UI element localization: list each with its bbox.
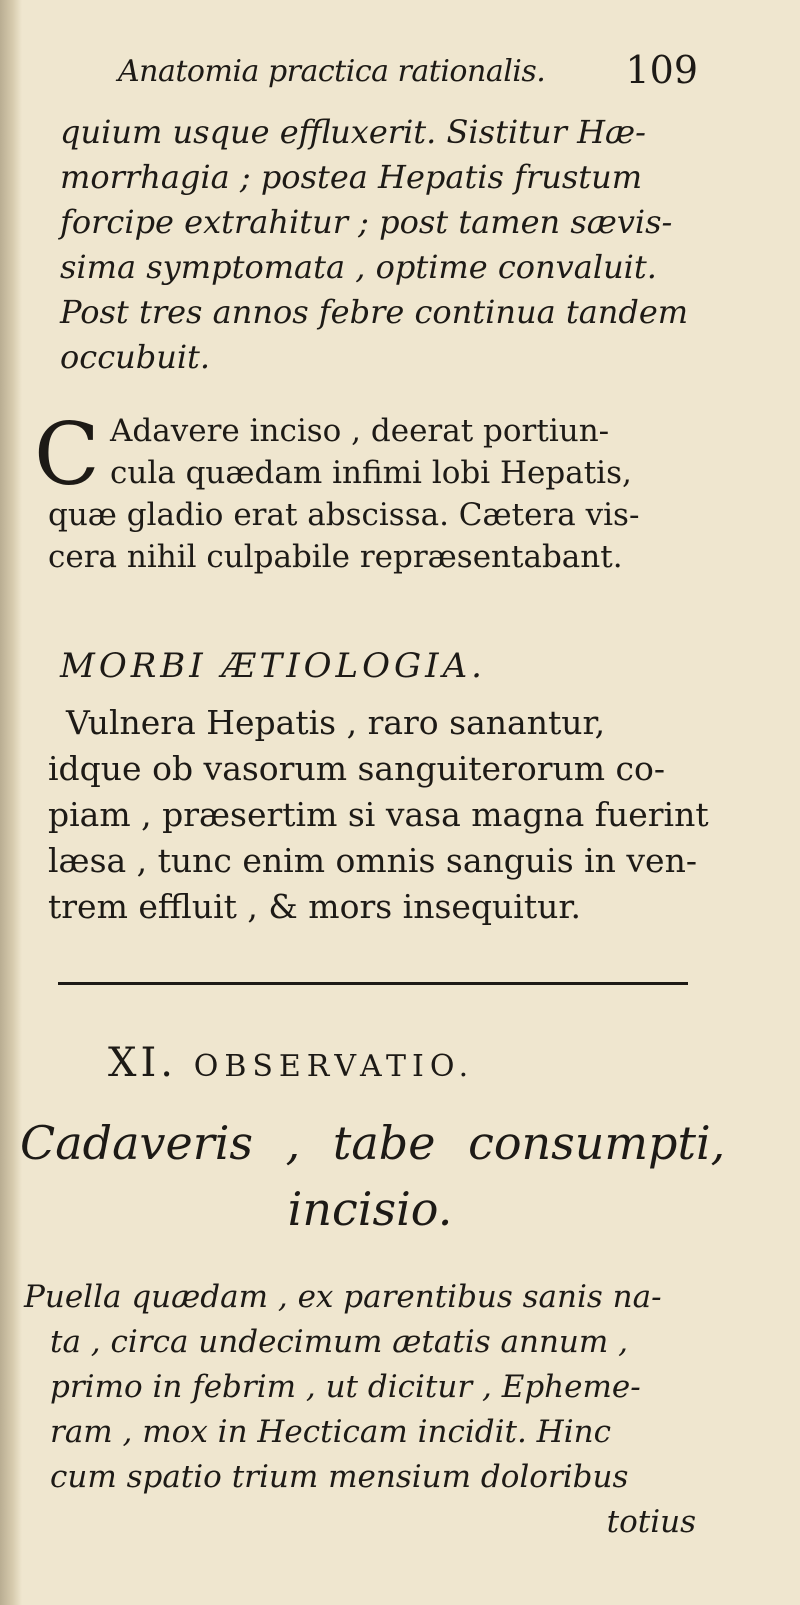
text-line: Adavere inciso , deerat portiun- (110, 413, 610, 449)
text-line: idque ob vasorum sanguiterorum co- (48, 749, 666, 788)
observation-title (20, 1110, 726, 1242)
text-line: trem effluit , & mors insequitur. (48, 887, 581, 926)
horizontal-rule (58, 982, 688, 985)
page-number: 109 (625, 48, 698, 92)
running-head (118, 48, 698, 104)
paragraph-cadavere (34, 405, 698, 578)
title-line: incisio. (287, 1182, 453, 1236)
paragraph-aetiologia (48, 700, 709, 930)
text-line: forcipe extrahitur ; post tamen sævis- (60, 203, 673, 241)
text-line: quæ gladio erat abscissa. Cætera vis- (48, 497, 640, 533)
observation-label: OBSERVATIO. (193, 1049, 475, 1084)
text-line: Post tres annos febre continua tandem (60, 293, 689, 331)
section-heading: MORBI ÆTIOLOGIA. (60, 646, 486, 686)
text-line: cum spatio trium mensium doloribus (50, 1459, 629, 1495)
text-line: cula quædam infimi lobi Hepatis, (110, 455, 632, 491)
drop-cap: C (34, 405, 100, 505)
text-line: ram , mox in Hecticam incidit. Hinc (50, 1414, 611, 1450)
text-line: cera nihil culpabile repræsentabant. (48, 539, 623, 575)
text-line: piam , præsertim si vasa magna fuerint (48, 795, 709, 834)
text-line: quium usque effluxerit. Sistitur Hæ- (60, 113, 646, 151)
paragraph-continuation (60, 110, 700, 380)
title-line: Cadaveris , tabe consumpti, (20, 1116, 726, 1170)
observation-number: XI. (108, 1040, 177, 1086)
running-head-title: Anatomia practica rationalis. (118, 54, 546, 89)
text-line: sima symptomata , optime convaluit. (60, 248, 657, 286)
observation-heading (108, 1040, 668, 1086)
text-line: ta , circa undecimum ætatis annum , (50, 1324, 628, 1360)
text-line: primo in febrim , ut dicitur , Epheme- (50, 1369, 641, 1405)
text-line: occubuit. (60, 338, 211, 376)
text-line: morrhagia ; postea Hepatis frustum (60, 158, 643, 196)
text-line: Puella quædam , ex parentibus sanis na- (24, 1279, 662, 1315)
paragraph-puella (24, 1275, 704, 1545)
text-line: Vulnera Hepatis , raro sanantur, (66, 703, 606, 742)
catchword: totius (606, 1504, 696, 1540)
text-line: læsa , tunc enim omnis sanguis in ven- (48, 841, 697, 880)
